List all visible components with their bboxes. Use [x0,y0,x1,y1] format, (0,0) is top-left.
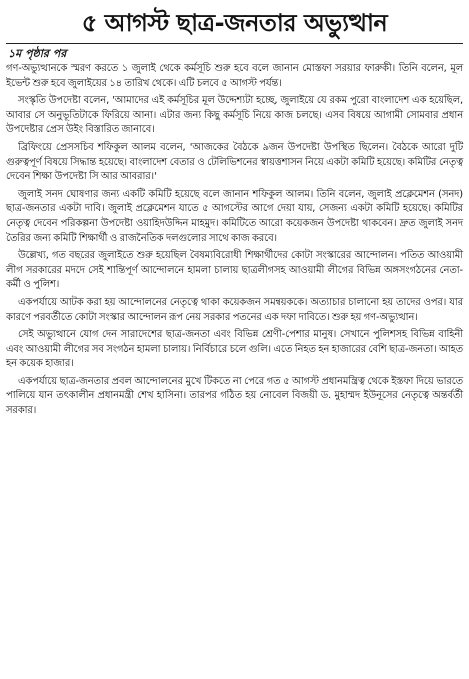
paragraph-6: একপর্যায়ে আটক করা হয় আন্দোলনের নেতৃত্বে থাকা কয়েকজন সমন্বয়ককে। অত্যাচার চালানো হয় তাদের ওপর। যার কারণে পরবর্তীতে কোটা সংস্কার আন্দোলন রূপ নেয় সরকার পতনের এক দফা দাবিতে। শুরু হয় গণ-অভ্যুত্থান। [6,296,463,323]
paragraph-4: জুলাই সনদ ঘোষণার জন্য একটি কমিটি হয়েছে বলে জানান শফিকুল আলম। তিনি বলেন, জুলাই প্রক্লেমেশন (সনদ) ছাত্র-জনতার একটা দাবি। জুলাই প্রক্লেমেশন যাতে ৫ আগস্টের আগে দেয়া যায়, সেজন্য একটা কমিটি হয়েছে। কমিটির নেতৃত্ব দেবেন পরিকল্পনা উপদেষ্টা ওয়াহিদউদ্দিন মাহমুদ। কমিটিতে আরো কয়েকজন উপদেষ্টা থাকবেন। দ্রুত জুলাই সনদ তৈরির জন্য কমিটি শিক্ষার্থী ও রাজনৈতিক দলগুলোর সাথে কাজ করবে। [6,188,463,244]
headline-divider [6,43,463,44]
article-body [6,62,463,419]
paragraph-7: সেই অভ্যুত্থানে যোগ দেন সারাদেশের ছাত্র-জনতা এবং বিভিন্ন শ্রেণী-পেশার মানুষ। সেখানে পুলিশসহ বিভিন্ন বাহিনী এবং আওয়ামী লীগের সব সংগঠন হামলা চালায়। নির্বিচারে চলে গুলি। এতে নিহত হন হাজারের বেশি ছাত্র-জনতা। আহত হন কয়েক হাজার। [6,329,463,370]
headline: ৫ আগস্ট ছাত্র-জনতার অভ্যুত্থান [81,9,388,37]
paragraph-1: গণ-অভ্যুত্থানকে স্মরণ করতে ১ জুলাই থেকে কর্মসূচি শুরু হবে বলে জানান মোস্তফা সরয়ার ফারুকী। তিনি বলেন, মূল ইভেন্ট শুরু হবে জুলাইয়ের ১৪ তারিখ থেকে। এটি চলবে ৫ আগস্ট পর্যন্ত। [6,63,463,89]
paragraph-3: ব্রিফিংয়ে প্রেসসচিব শফিকুল আলম বলেন, 'আজকের বৈঠকে ৯জন উপদেষ্টা উপস্থিত ছিলেন। বৈঠকে আরো দুটি গুরুত্বপূর্ণ বিষয়ে সিদ্ধান্ত হয়েছে। বাংলাদেশ বেতার ও টেলিভিশনের স্বায়ত্তশাসন নিয়ে একটা কমিটি হয়েছে। কমিটির নেতৃত্ব দেবেন শিক্ষা উপদেষ্টা সি আর আবরার।' [6,141,463,183]
paragraph-8: একপর্যায়ে ছাত্র-জনতার প্রবল আন্দোলনের মুখে টিকতে না পেরে গত ৫ আগস্ট প্রধানমন্ত্রিত্ব থেকে ইস্তফা দিয়ে ভারতে পালিয়ে যান তৎকালীন প্রধানমন্ত্রী শেখ হাসিনা। তারপর গঠিত হয় নোবেল বিজয়ী ড. মুহাম্মদ ইউনূসের নেতৃত্বে অন্তর্বর্তী সরকার। [6,375,463,417]
paragraph-2: সংস্কৃতি উপদেষ্টা বলেন, 'আমাদের এই কর্মসূচির মূল উদ্দেশ্যটা হচ্ছে, জুলাইয়ে যে রকম পুরো বাংলাদেশ এক হয়েছিল, আবার সে অনুভূতিটাকে ফিরিয়ে আনা। এটার জন্য কিছু কর্মসূচি নিয়ে কাজ চলছে। এসব বিষয়ে আগামী সোমবার প্রধান উপদেষ্টার প্রেস উইং বিস্তারিত জানাবে। [6,95,463,136]
continued-from-label: ১ম পৃষ্ঠার পর [8,47,67,60]
paragraph-5: উল্লেখ্য, গত বছরের জুলাইতে শুরু হয়েছিল বৈষম্যবিরোধী শিক্ষার্থীদের কোটা সংস্কারের আন্দোলন। পতিত আওয়ামী লীগ সরকারের মদদে সেই শান্তিপূর্ণ আন্দোলনে হামলা চালায় ছাত্রলীগসহ আওয়ামী লীগের বিভিন্ন অঙ্গসংগঠনের নেতা-কর্মী ও পুলিশ। [6,250,463,291]
